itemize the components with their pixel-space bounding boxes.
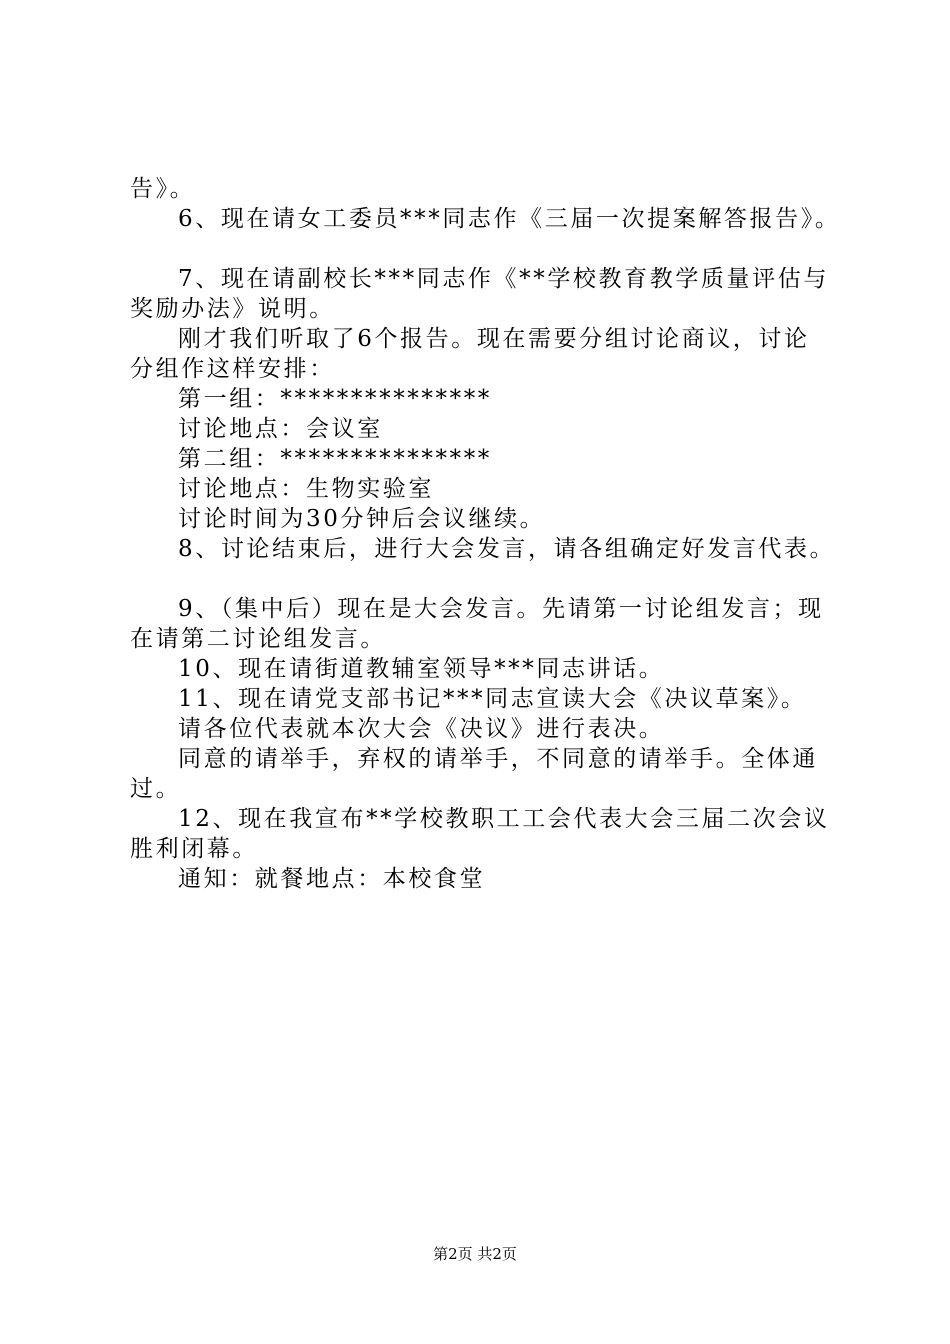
paragraph-line: 第二组：*************** xyxy=(178,446,492,472)
paragraph-line: 请各位代表就本次大会《决议》进行表决。 xyxy=(178,716,665,742)
paragraph-line: 在请第二讨论组发言。 xyxy=(130,626,386,652)
paragraph-line: 12、现在我宣布**学校教职工工会代表大会三届二次会议 xyxy=(178,806,830,832)
paragraph-line: 第一组：*************** xyxy=(178,386,492,412)
paragraph-line: 刚才我们听取了6个报告。现在需要分组讨论商议，讨论 xyxy=(178,326,810,352)
paragraph-line: 同意的请举手，弃权的请举手，不同意的请举手。全体通 xyxy=(178,746,818,772)
paragraph-line: 胜利闭幕。 xyxy=(130,836,258,862)
paragraph-line: 8、讨论结束后，进行大会发言，请各组确定好发言代表。 xyxy=(178,536,836,562)
paragraph-gap xyxy=(130,564,840,594)
paragraph-line: 讨论地点：生物实验室 xyxy=(178,476,434,502)
paragraph-line: 11、现在请党支部书记***同志宣读大会《决议草案》。 xyxy=(178,686,807,712)
paragraph-line: 6、现在请女工委员***同志作《三届一次提案解答报告》。 xyxy=(178,206,841,232)
paragraph-line: 奖励办法》说明。 xyxy=(130,296,335,322)
paragraph-gap xyxy=(130,234,840,264)
paragraph-line: 过。 xyxy=(130,776,182,802)
document-body xyxy=(130,174,840,894)
paragraph-line: 讨论地点：会议室 xyxy=(178,416,383,442)
paragraph-line: 通知：就餐地点：本校食堂 xyxy=(178,866,486,892)
paragraph-line: 讨论时间为30分钟后会议继续。 xyxy=(178,506,546,532)
paragraph-line: 10、现在请街道教辅室领导***同志讲话。 xyxy=(178,656,665,682)
paragraph-line: 告》。 xyxy=(130,176,196,202)
paragraph-line: 7、现在请副校长***同志作《**学校教育教学质量评估与 xyxy=(178,266,829,292)
paragraph-line: 分组作这样安排： xyxy=(130,356,335,382)
paragraph-line: 9、（集中后）现在是大会发言。先请第一讨论组发言；现 xyxy=(178,596,824,622)
page-number-footer: 第2页 共2页 xyxy=(433,1245,517,1263)
